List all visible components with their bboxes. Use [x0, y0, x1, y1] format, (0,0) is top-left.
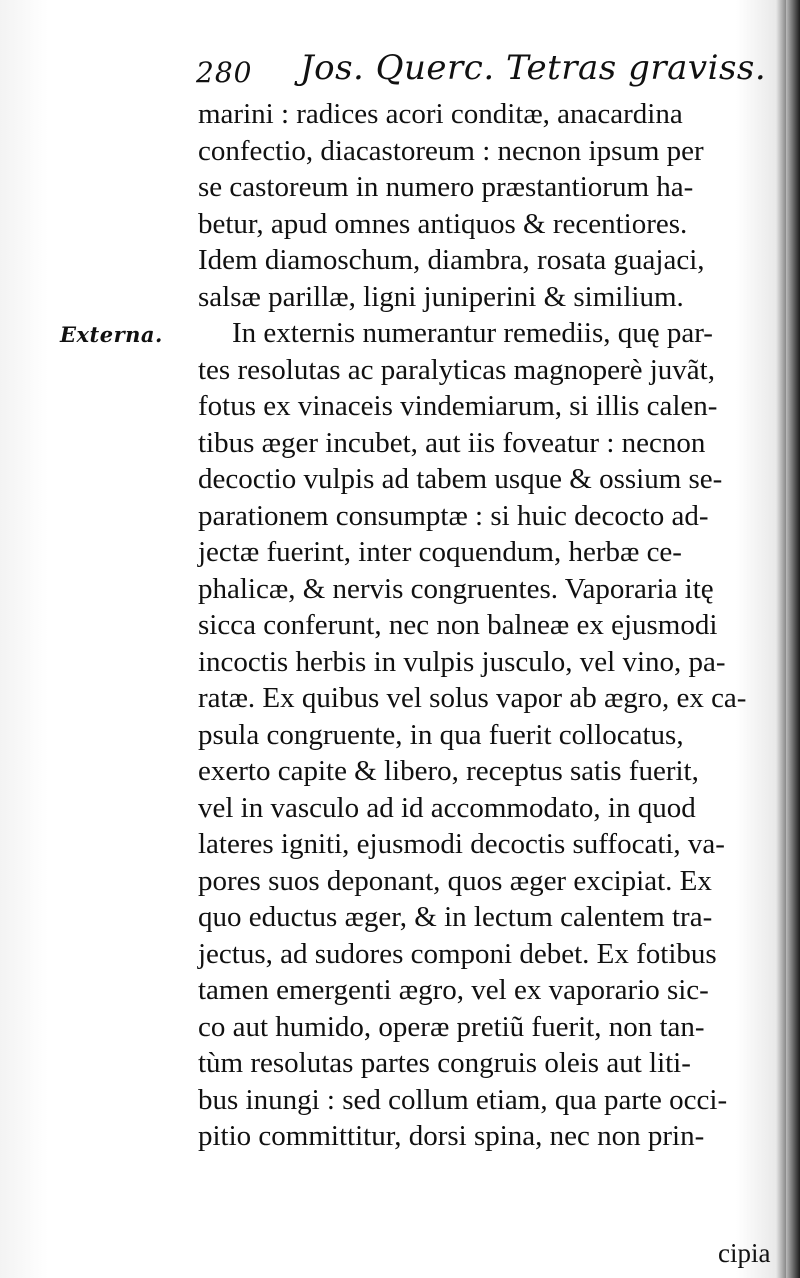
text-line: co aut humido, operæ pretiũ fuerit, non tan-	[198, 1010, 705, 1043]
page-number: 280	[196, 56, 253, 89]
text-line: incoctis herbis in vulpis jusculo, vel vino, pa-	[198, 645, 726, 678]
text-line: jectus, ad sudores componi debet. Ex fotibus	[198, 937, 717, 970]
text-line: Idem diamoschum, diambra, rosata guajaci,	[198, 244, 705, 276]
catchword: cipia	[718, 1238, 771, 1268]
text-line: vel in vasculo ad id accommodato, in quod	[198, 791, 696, 824]
text-line: confectio, diacastoreum : necnon ipsum per	[198, 134, 704, 167]
text-line: tùm resolutas partes congruis oleis aut liti-	[198, 1047, 691, 1079]
page-header	[196, 48, 767, 98]
page-edge-shadow	[786, 0, 800, 1278]
text-line: bus inungi : sed collum etiam, qua parte occi-	[198, 1083, 728, 1116]
text-line: ratæ. Ex quibus vel solus vapor ab ægro, ex ca-	[198, 682, 747, 714]
text-line: marini : radices acori conditæ, anacardina	[198, 98, 683, 130]
running-head: Jos. Querc. Tetras graviss.	[300, 48, 767, 88]
text-line: pitio committitur, dorsi spina, nec non prin-	[198, 1120, 705, 1152]
margin-note: Externa.	[60, 322, 163, 347]
text-line: psula congruente, in qua fuerit collocatus,	[198, 718, 684, 751]
text-line: phalicæ, & nervis congruentes. Vaporaria itę	[198, 572, 714, 605]
text-line: parationem consumptæ : si huic decocto ad-	[198, 499, 709, 532]
text-line: exerto capite & libero, receptus satis fuerit,	[198, 755, 699, 787]
text-line: betur, apud omnes antiquos & recentiores.	[198, 207, 688, 240]
text-line: tibus æger incubet, aut iis foveatur : necnon	[198, 426, 706, 459]
text-line: lateres igniti, ejusmodi decoctis suffocati, va-	[198, 828, 725, 860]
text-line: In externis numerantur remediis, quę par-	[232, 317, 713, 349]
text-line: jectæ fuerint, inter coquendum, herbæ ce-	[198, 536, 682, 568]
text-line: fotus ex vinaceis vindemiarum, si illis calen-	[198, 390, 718, 422]
text-line: decoctio vulpis ad tabem usque & ossium se-	[198, 463, 723, 495]
text-line: sicca conferunt, nec non balneæ ex ejusmodi	[198, 609, 718, 641]
text-line: se castoreum in numero præstantiorum ha-	[198, 171, 694, 203]
body-text	[198, 96, 782, 1155]
text-line: salsæ parillæ, ligni juniperini & similium.	[198, 280, 684, 313]
text-line: tamen emergenti ægro, vel ex vaporario sic-	[198, 974, 709, 1006]
text-line: quo eductus æger, & in lectum calentem tra-	[198, 901, 713, 933]
text-line: tes resolutas ac paralyticas magnoperè juvãt,	[198, 353, 715, 386]
text-line: pores suos deponant, quos æger excipiat. Ex	[198, 864, 712, 897]
